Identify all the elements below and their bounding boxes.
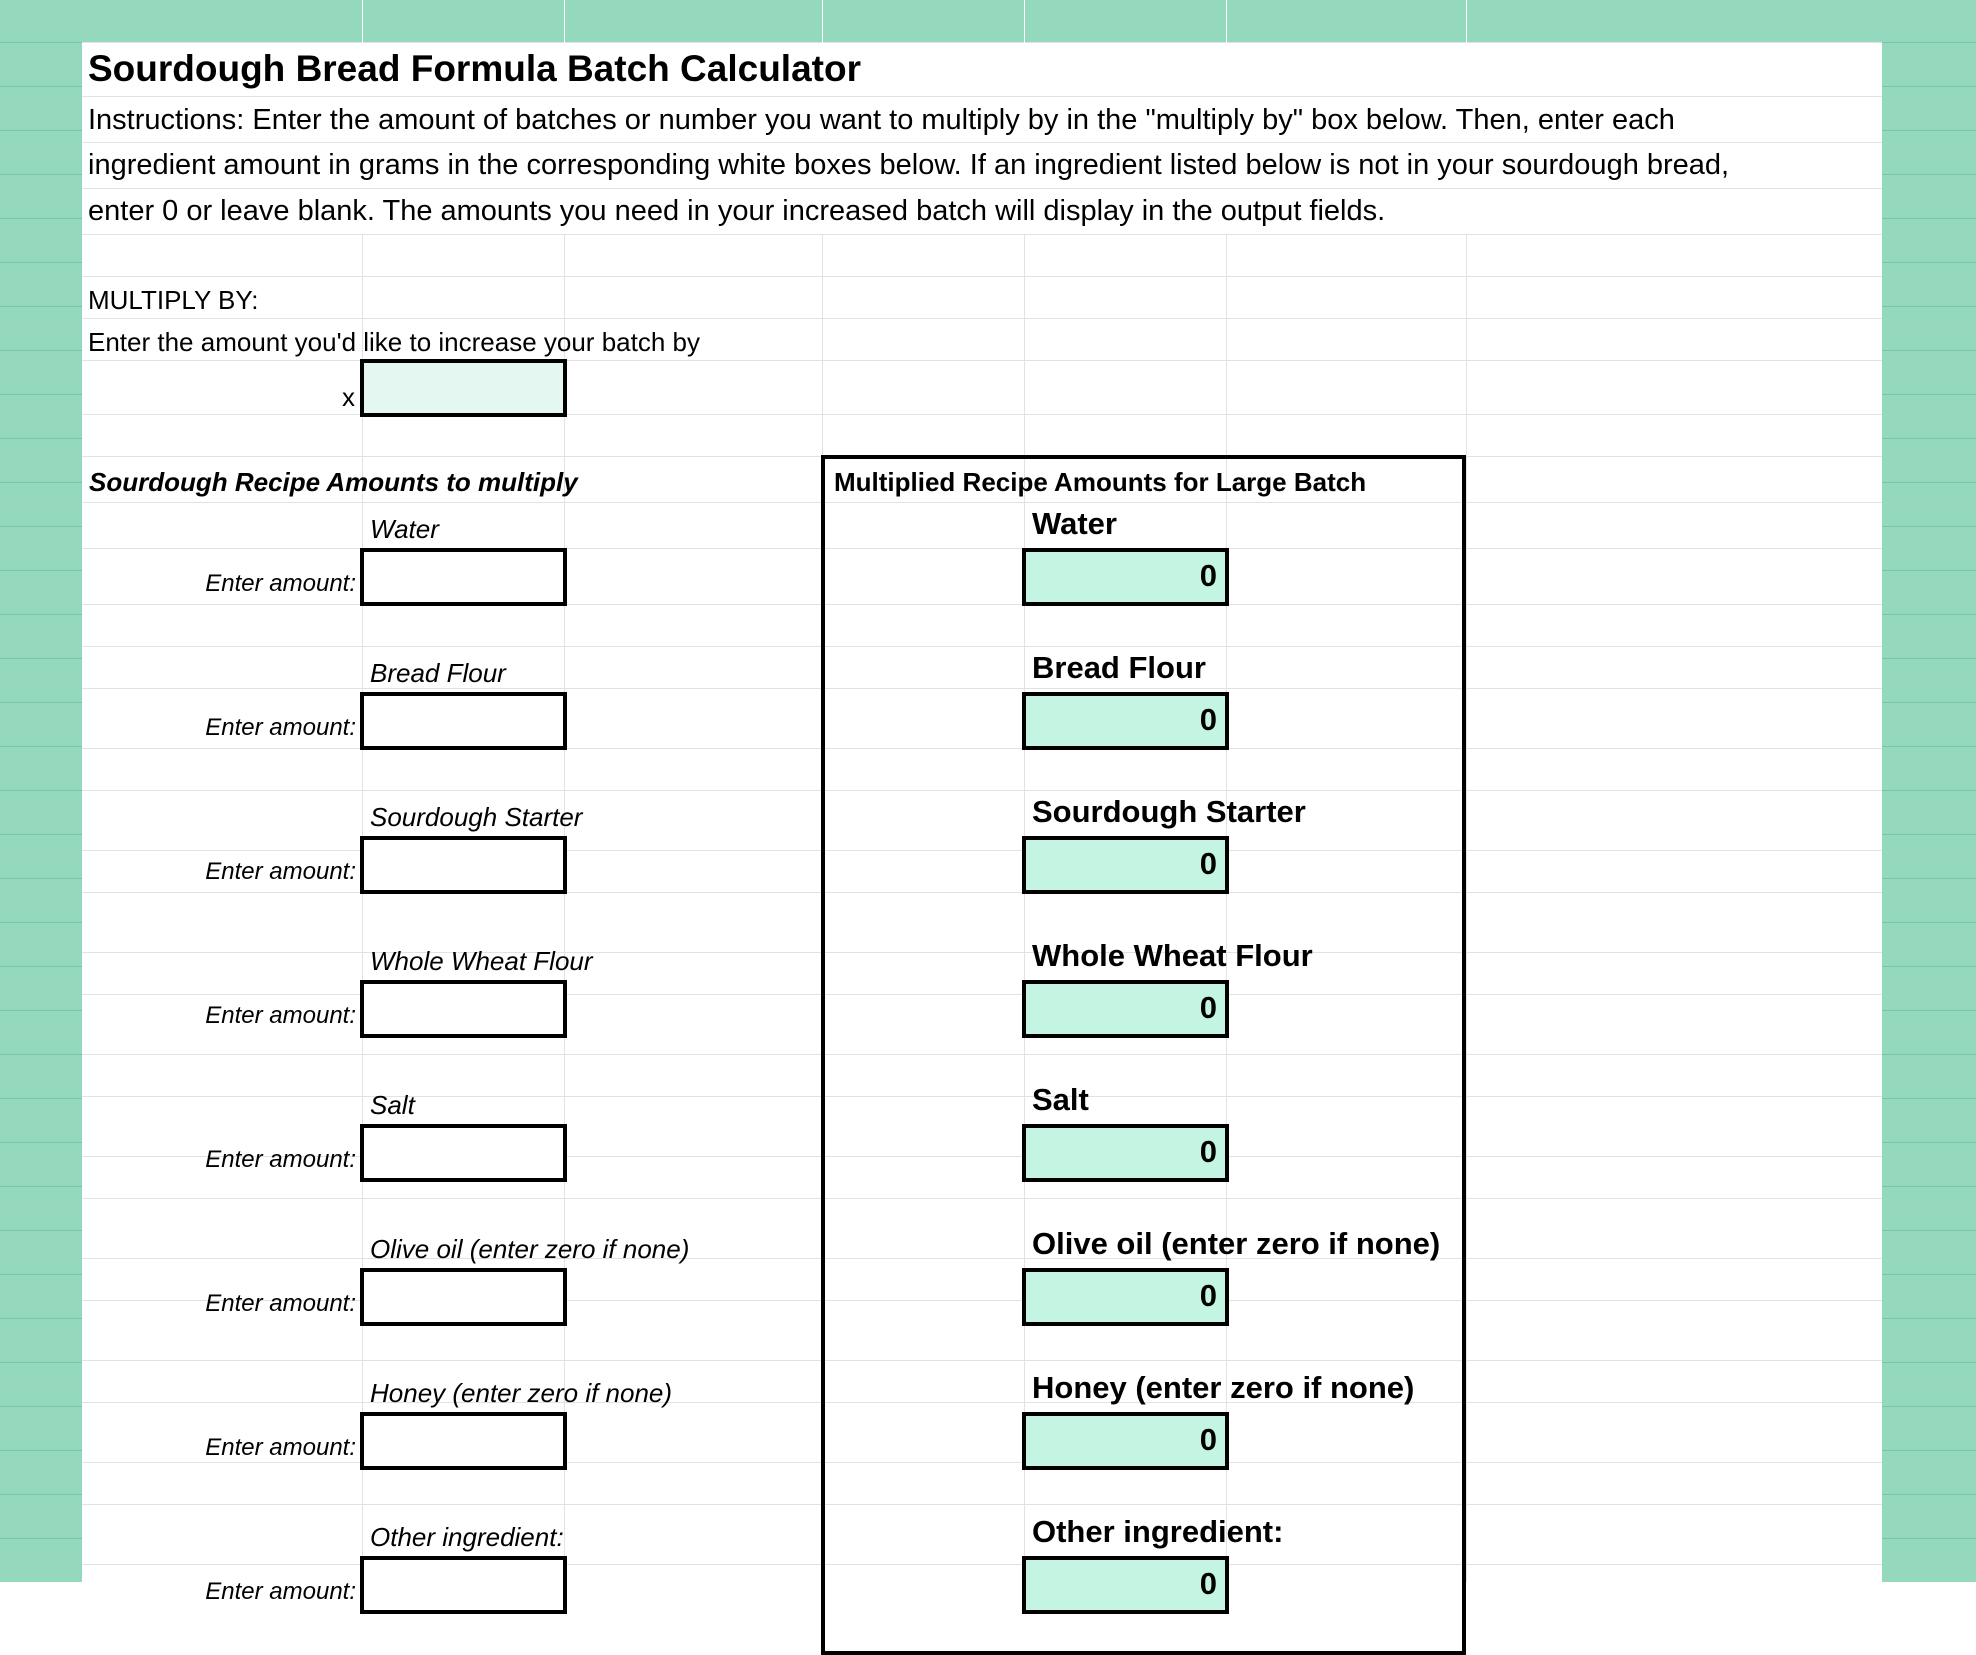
ingredient-label-bread-flour: Bread Flour	[370, 658, 506, 688]
bread-flour-output-value: 0	[1022, 692, 1229, 750]
margin-grid-line	[1882, 1450, 1976, 1451]
margin-grid-line	[1882, 1010, 1976, 1011]
output-label-bread-flour: Bread Flour	[1032, 650, 1206, 685]
margin-grid-line	[1882, 1098, 1976, 1099]
other-ingredient-output-value: 0	[1022, 1556, 1229, 1614]
margin-grid-line	[1882, 1538, 1976, 1539]
margin-grid-line	[0, 1054, 82, 1055]
multiply-by-input[interactable]	[360, 359, 567, 417]
sheet-top-margin	[0, 0, 1976, 42]
margin-grid-line	[1882, 438, 1976, 439]
grid-row-line	[82, 318, 1882, 319]
margin-grid-line	[1882, 878, 1976, 879]
grid-col-line	[362, 234, 363, 1582]
output-label-olive-oil: Olive oil (enter zero if none)	[1032, 1226, 1441, 1261]
ingredient-label-honey: Honey (enter zero if none)	[370, 1378, 673, 1408]
sourdough-starter-amount-input[interactable]	[360, 836, 567, 894]
output-label-salt: Salt	[1032, 1082, 1089, 1117]
grid-row-line	[82, 142, 1882, 143]
margin-grid-line	[1882, 306, 1976, 307]
margin-grid-line	[0, 350, 82, 351]
sheet-left-margin	[0, 0, 82, 1582]
grid-row-line	[82, 360, 1882, 361]
ingredient-label-sourdough-starter: Sourdough Starter	[370, 802, 583, 832]
margin-grid-line	[1882, 526, 1976, 527]
ingredient-label-other: Other ingredient:	[370, 1522, 564, 1552]
whole-wheat-flour-amount-input[interactable]	[360, 980, 567, 1038]
left-section-title: Sourdough Recipe Amounts to multiply	[89, 467, 578, 497]
margin-grid-line	[0, 834, 82, 835]
other-ingredient-amount-input[interactable]	[360, 1556, 567, 1614]
sourdough-starter-output-value: 0	[1022, 836, 1229, 894]
output-label-whole-wheat-flour: Whole Wheat Flour	[1032, 938, 1313, 973]
margin-grid-line	[0, 482, 82, 483]
page-title: Sourdough Bread Formula Batch Calculator	[88, 48, 861, 89]
margin-grid-line	[0, 86, 82, 87]
ingredient-label-olive-oil: Olive oil (enter zero if none)	[370, 1234, 690, 1264]
margin-grid-line	[0, 526, 82, 527]
margin-grid-line	[1882, 922, 1976, 923]
salt-output-value: 0	[1022, 1124, 1229, 1182]
margin-grid-line	[1882, 1318, 1976, 1319]
enter-amount-label: Enter amount:	[205, 1434, 356, 1461]
margin-grid-line	[1882, 174, 1976, 175]
bread-flour-amount-input[interactable]	[360, 692, 567, 750]
grid-row-line	[82, 42, 1882, 43]
margin-grid-line	[1882, 1406, 1976, 1407]
instructions-line-2: ingredient amount in grams in the corresponding white boxes below. If an ingredient listed below is not in your sourdough bread,	[88, 149, 1730, 181]
margin-grid-line	[0, 790, 82, 791]
margin-grid-line	[1882, 966, 1976, 967]
olive-oil-amount-input[interactable]	[360, 1268, 567, 1326]
margin-grid-line	[1882, 394, 1976, 395]
ingredient-label-whole-wheat-flour: Whole Wheat Flour	[370, 946, 593, 976]
margin-grid-line	[0, 922, 82, 923]
water-output-value: 0	[1022, 548, 1229, 606]
margin-grid-line	[0, 1538, 82, 1539]
margin-grid-line	[0, 1450, 82, 1451]
margin-grid-line	[1882, 1230, 1976, 1231]
output-label-other: Other ingredient:	[1032, 1514, 1284, 1549]
margin-grid-line	[0, 174, 82, 175]
margin-grid-line	[1882, 1186, 1976, 1187]
sheet-right-margin	[1882, 0, 1976, 1582]
margin-grid-line	[0, 1362, 82, 1363]
right-section-title: Multiplied Recipe Amounts for Large Batch	[834, 467, 1367, 497]
margin-grid-line	[0, 1010, 82, 1011]
margin-grid-line	[0, 306, 82, 307]
margin-grid-line	[0, 1230, 82, 1231]
multiply-symbol: x	[342, 382, 355, 412]
whole-wheat-flour-output-value: 0	[1022, 980, 1229, 1038]
honey-amount-input[interactable]	[360, 1412, 567, 1470]
enter-amount-label: Enter amount:	[205, 570, 356, 597]
margin-grid-line	[0, 614, 82, 615]
enter-amount-label: Enter amount:	[205, 1146, 356, 1173]
margin-grid-line	[0, 1274, 82, 1275]
margin-grid-line	[0, 746, 82, 747]
grid-col-line-top	[1226, 0, 1227, 96]
margin-grid-line	[0, 1406, 82, 1407]
margin-grid-line	[0, 878, 82, 879]
grid-col-line-top	[1024, 0, 1025, 96]
olive-oil-output-value: 0	[1022, 1268, 1229, 1326]
multiply-by-label: MULTIPLY BY:	[88, 285, 259, 315]
margin-grid-line	[1882, 746, 1976, 747]
margin-grid-line	[0, 42, 82, 43]
margin-grid-line	[0, 702, 82, 703]
margin-grid-line	[1882, 658, 1976, 659]
enter-amount-label: Enter amount:	[205, 1578, 356, 1605]
margin-grid-line	[1882, 350, 1976, 351]
margin-grid-line	[1882, 482, 1976, 483]
margin-grid-line	[1882, 1362, 1976, 1363]
margin-grid-line	[0, 1186, 82, 1187]
ingredient-label-water: Water	[370, 514, 439, 544]
margin-grid-line	[0, 130, 82, 131]
margin-grid-line	[1882, 1054, 1976, 1055]
margin-grid-line	[1882, 1274, 1976, 1275]
margin-grid-line	[1882, 614, 1976, 615]
margin-grid-line	[1882, 702, 1976, 703]
grid-row-line	[82, 276, 1882, 277]
output-label-water: Water	[1032, 506, 1117, 541]
enter-amount-label: Enter amount:	[205, 1002, 356, 1029]
margin-grid-line	[0, 1494, 82, 1495]
margin-grid-line	[0, 966, 82, 967]
instructions-line-3: enter 0 or leave blank. The amounts you need in your increased batch will display in the output fields.	[88, 195, 1386, 227]
instructions-line-1: Instructions: Enter the amount of batches or number you want to multiply by in the "multiply by" box below. Then, enter each	[88, 104, 1675, 136]
margin-grid-line	[0, 658, 82, 659]
margin-grid-line	[1882, 834, 1976, 835]
margin-grid-line	[0, 262, 82, 263]
margin-grid-line	[0, 1318, 82, 1319]
enter-amount-label: Enter amount:	[205, 714, 356, 741]
margin-grid-line	[0, 1098, 82, 1099]
margin-grid-line	[1882, 262, 1976, 263]
margin-grid-line	[1882, 1494, 1976, 1495]
grid-col-line-top	[1466, 0, 1467, 96]
margin-grid-line	[0, 394, 82, 395]
multiply-by-hint: Enter the amount you'd like to increase your batch by	[88, 327, 700, 357]
margin-grid-line	[0, 570, 82, 571]
ingredient-label-salt: Salt	[370, 1090, 415, 1120]
enter-amount-label: Enter amount:	[205, 1290, 356, 1317]
salt-amount-input[interactable]	[360, 1124, 567, 1182]
grid-col-line	[1466, 234, 1467, 1582]
honey-output-value: 0	[1022, 1412, 1229, 1470]
grid-row-line	[82, 96, 1882, 97]
margin-grid-line	[0, 218, 82, 219]
water-amount-input[interactable]	[360, 548, 567, 606]
grid-row-line	[82, 234, 1882, 235]
enter-amount-label: Enter amount:	[205, 858, 356, 885]
margin-grid-line	[0, 1142, 82, 1143]
margin-grid-line	[1882, 570, 1976, 571]
margin-grid-line	[1882, 42, 1976, 43]
output-label-sourdough-starter: Sourdough Starter	[1032, 794, 1306, 829]
results-frame	[821, 455, 1466, 1655]
grid-row-line	[82, 414, 1882, 415]
margin-grid-line	[1882, 218, 1976, 219]
output-label-honey: Honey (enter zero if none)	[1032, 1370, 1415, 1405]
margin-grid-line	[1882, 790, 1976, 791]
margin-grid-line	[1882, 130, 1976, 131]
grid-row-line	[82, 188, 1882, 189]
margin-grid-line	[1882, 86, 1976, 87]
margin-grid-line	[0, 438, 82, 439]
margin-grid-line	[1882, 1142, 1976, 1143]
